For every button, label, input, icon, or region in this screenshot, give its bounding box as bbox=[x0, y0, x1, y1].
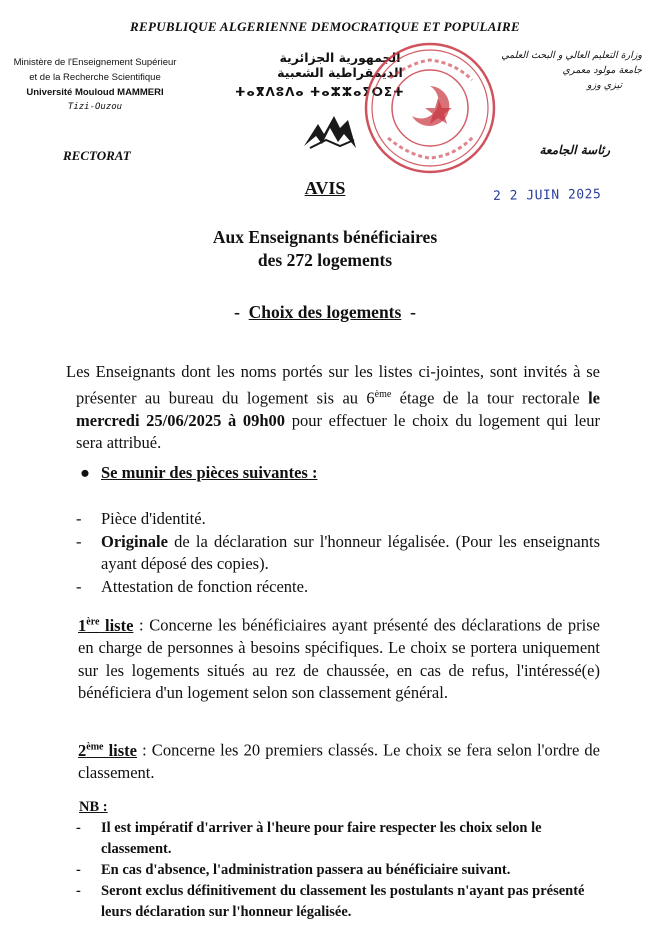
nb-list bbox=[76, 818, 606, 923]
list-item bbox=[76, 531, 600, 576]
ministry-line-2: et de la Recherche Scientifique bbox=[29, 72, 161, 83]
intro-date-time: le mercredi 25/06/2025 à 09h00 bbox=[76, 388, 600, 430]
list-item bbox=[76, 881, 606, 923]
university-logo-icon bbox=[300, 110, 360, 152]
list-item bbox=[76, 576, 600, 599]
second-list-paragraph bbox=[78, 736, 600, 785]
official-seal-icon bbox=[360, 38, 500, 178]
bullet-icon: ● bbox=[80, 463, 90, 482]
intro-text-a: Les Enseignants dont les noms portés sur les listes ci-jointes, sont invités à se présenter au bureau du logement sis au 6 bbox=[66, 362, 600, 407]
ministry-block bbox=[0, 55, 190, 115]
arabic-city: تيزي وزو bbox=[587, 80, 622, 91]
second-list-title bbox=[78, 741, 137, 760]
subject-dash-right: - bbox=[401, 302, 416, 322]
intro-paragraph bbox=[66, 361, 600, 455]
document-2-bold: Originale bbox=[101, 531, 168, 551]
audience-heading bbox=[0, 226, 650, 272]
subject-dash-left: - bbox=[234, 302, 249, 322]
university-name: Université Mouloud MAMMERI bbox=[26, 87, 164, 98]
city-name: Tizi-Ouzou bbox=[67, 102, 123, 112]
intro-text-c: pour effectuer le choix du logement qui leur sera attribué. bbox=[76, 410, 600, 452]
arabic-university: جامعة مولود معمري bbox=[562, 65, 642, 76]
second-list-number: 2 bbox=[78, 740, 87, 760]
audience-line-2: des 272 logements bbox=[257, 250, 393, 270]
first-list-number: 1 bbox=[78, 615, 87, 635]
ministry-line-1: Ministère de l'Enseignement Supérieur bbox=[13, 57, 177, 68]
arabic-republic-heading: الجمهورية الجزائرية الديمقراطية الشعبية bbox=[277, 50, 403, 80]
date-stamp: 2 2 JUIN 2025 bbox=[492, 187, 602, 204]
second-list-text: : Concerne les 20 premiers classés. Le choix se fera selon l'ordre de classement. bbox=[78, 740, 600, 782]
first-list-text: : Concerne les bénéficiaires ayant présenté des déclarations de prise en charge de personnes à besoins spécifiques. Le choix se portera uniquement sur les logements situés au rez de chaussée, en cas de refus, l'intéressé(e) bénéficiera d'un logement selon son classement général. bbox=[78, 615, 600, 702]
list-item bbox=[76, 818, 606, 860]
rectorat-label: RECTORAT bbox=[63, 148, 131, 163]
second-list-word: liste bbox=[103, 740, 137, 760]
tifinagh-heading: ⵜⴰⴳⴷⵓⴷⴰ ⵜⴰⵣⵣⴰⵢⵔⵉⵜ bbox=[235, 85, 405, 99]
intro-text-b: étage de la tour rectorale bbox=[391, 388, 589, 407]
first-list-title bbox=[78, 616, 133, 635]
document-3: Attestation de fonction récente. bbox=[101, 576, 309, 596]
nb-item-1: Il est impératif d'arriver à l'heure pour faire respecter les choix selon le classement. bbox=[101, 820, 542, 857]
document-1: Pièce d'identité. bbox=[101, 509, 206, 528]
documents-list bbox=[76, 508, 600, 598]
first-list-superscript: ère bbox=[86, 616, 100, 627]
audience-line-1: Aux Enseignants bénéficiaires bbox=[212, 227, 438, 247]
document-2-rest: de la déclaration sur l'honneur légalisée. (Pour les enseignants ayant déposé des copies). bbox=[101, 531, 600, 573]
nb-label-text: NB bbox=[79, 799, 100, 815]
dash-icon: - bbox=[76, 862, 81, 878]
subject-text: Choix des logements bbox=[248, 302, 402, 322]
dash-icon: - bbox=[76, 883, 81, 899]
first-list-paragraph bbox=[78, 611, 600, 705]
arabic-ministry: وزارة التعليم العالي و البحث العلمي bbox=[501, 50, 642, 61]
intro-superscript: ème bbox=[374, 388, 392, 400]
list-item bbox=[76, 508, 600, 531]
documents-heading-text: Se munir des pièces suivantes : bbox=[100, 463, 318, 482]
dash-icon: - bbox=[76, 509, 82, 528]
dash-icon: - bbox=[76, 531, 82, 551]
dash-icon: - bbox=[76, 576, 82, 596]
nb-item-2: En cas d'absence, l'administration passera au bénéficiaire suivant. bbox=[101, 862, 511, 878]
documents-heading bbox=[80, 463, 317, 483]
subject-heading bbox=[0, 302, 650, 323]
nb-item-3: Seront exclus définitivement du classement les postulants n'ayant pas présenté leurs déclaration sur l'honneur légalisée. bbox=[101, 883, 585, 920]
arabic-presidency-label: رئاسة الجامعة bbox=[539, 143, 610, 157]
second-list-superscript: ème bbox=[86, 741, 104, 752]
notice-title: AVIS bbox=[304, 178, 346, 198]
list-item bbox=[76, 860, 606, 881]
first-list-word: liste bbox=[99, 615, 134, 635]
republic-heading: REPUBLIQUE ALGERIENNE DEMOCRATIQUE ET POPULAIRE bbox=[130, 19, 520, 34]
nb-label: NB : bbox=[79, 799, 108, 815]
dash-icon: - bbox=[76, 820, 81, 836]
